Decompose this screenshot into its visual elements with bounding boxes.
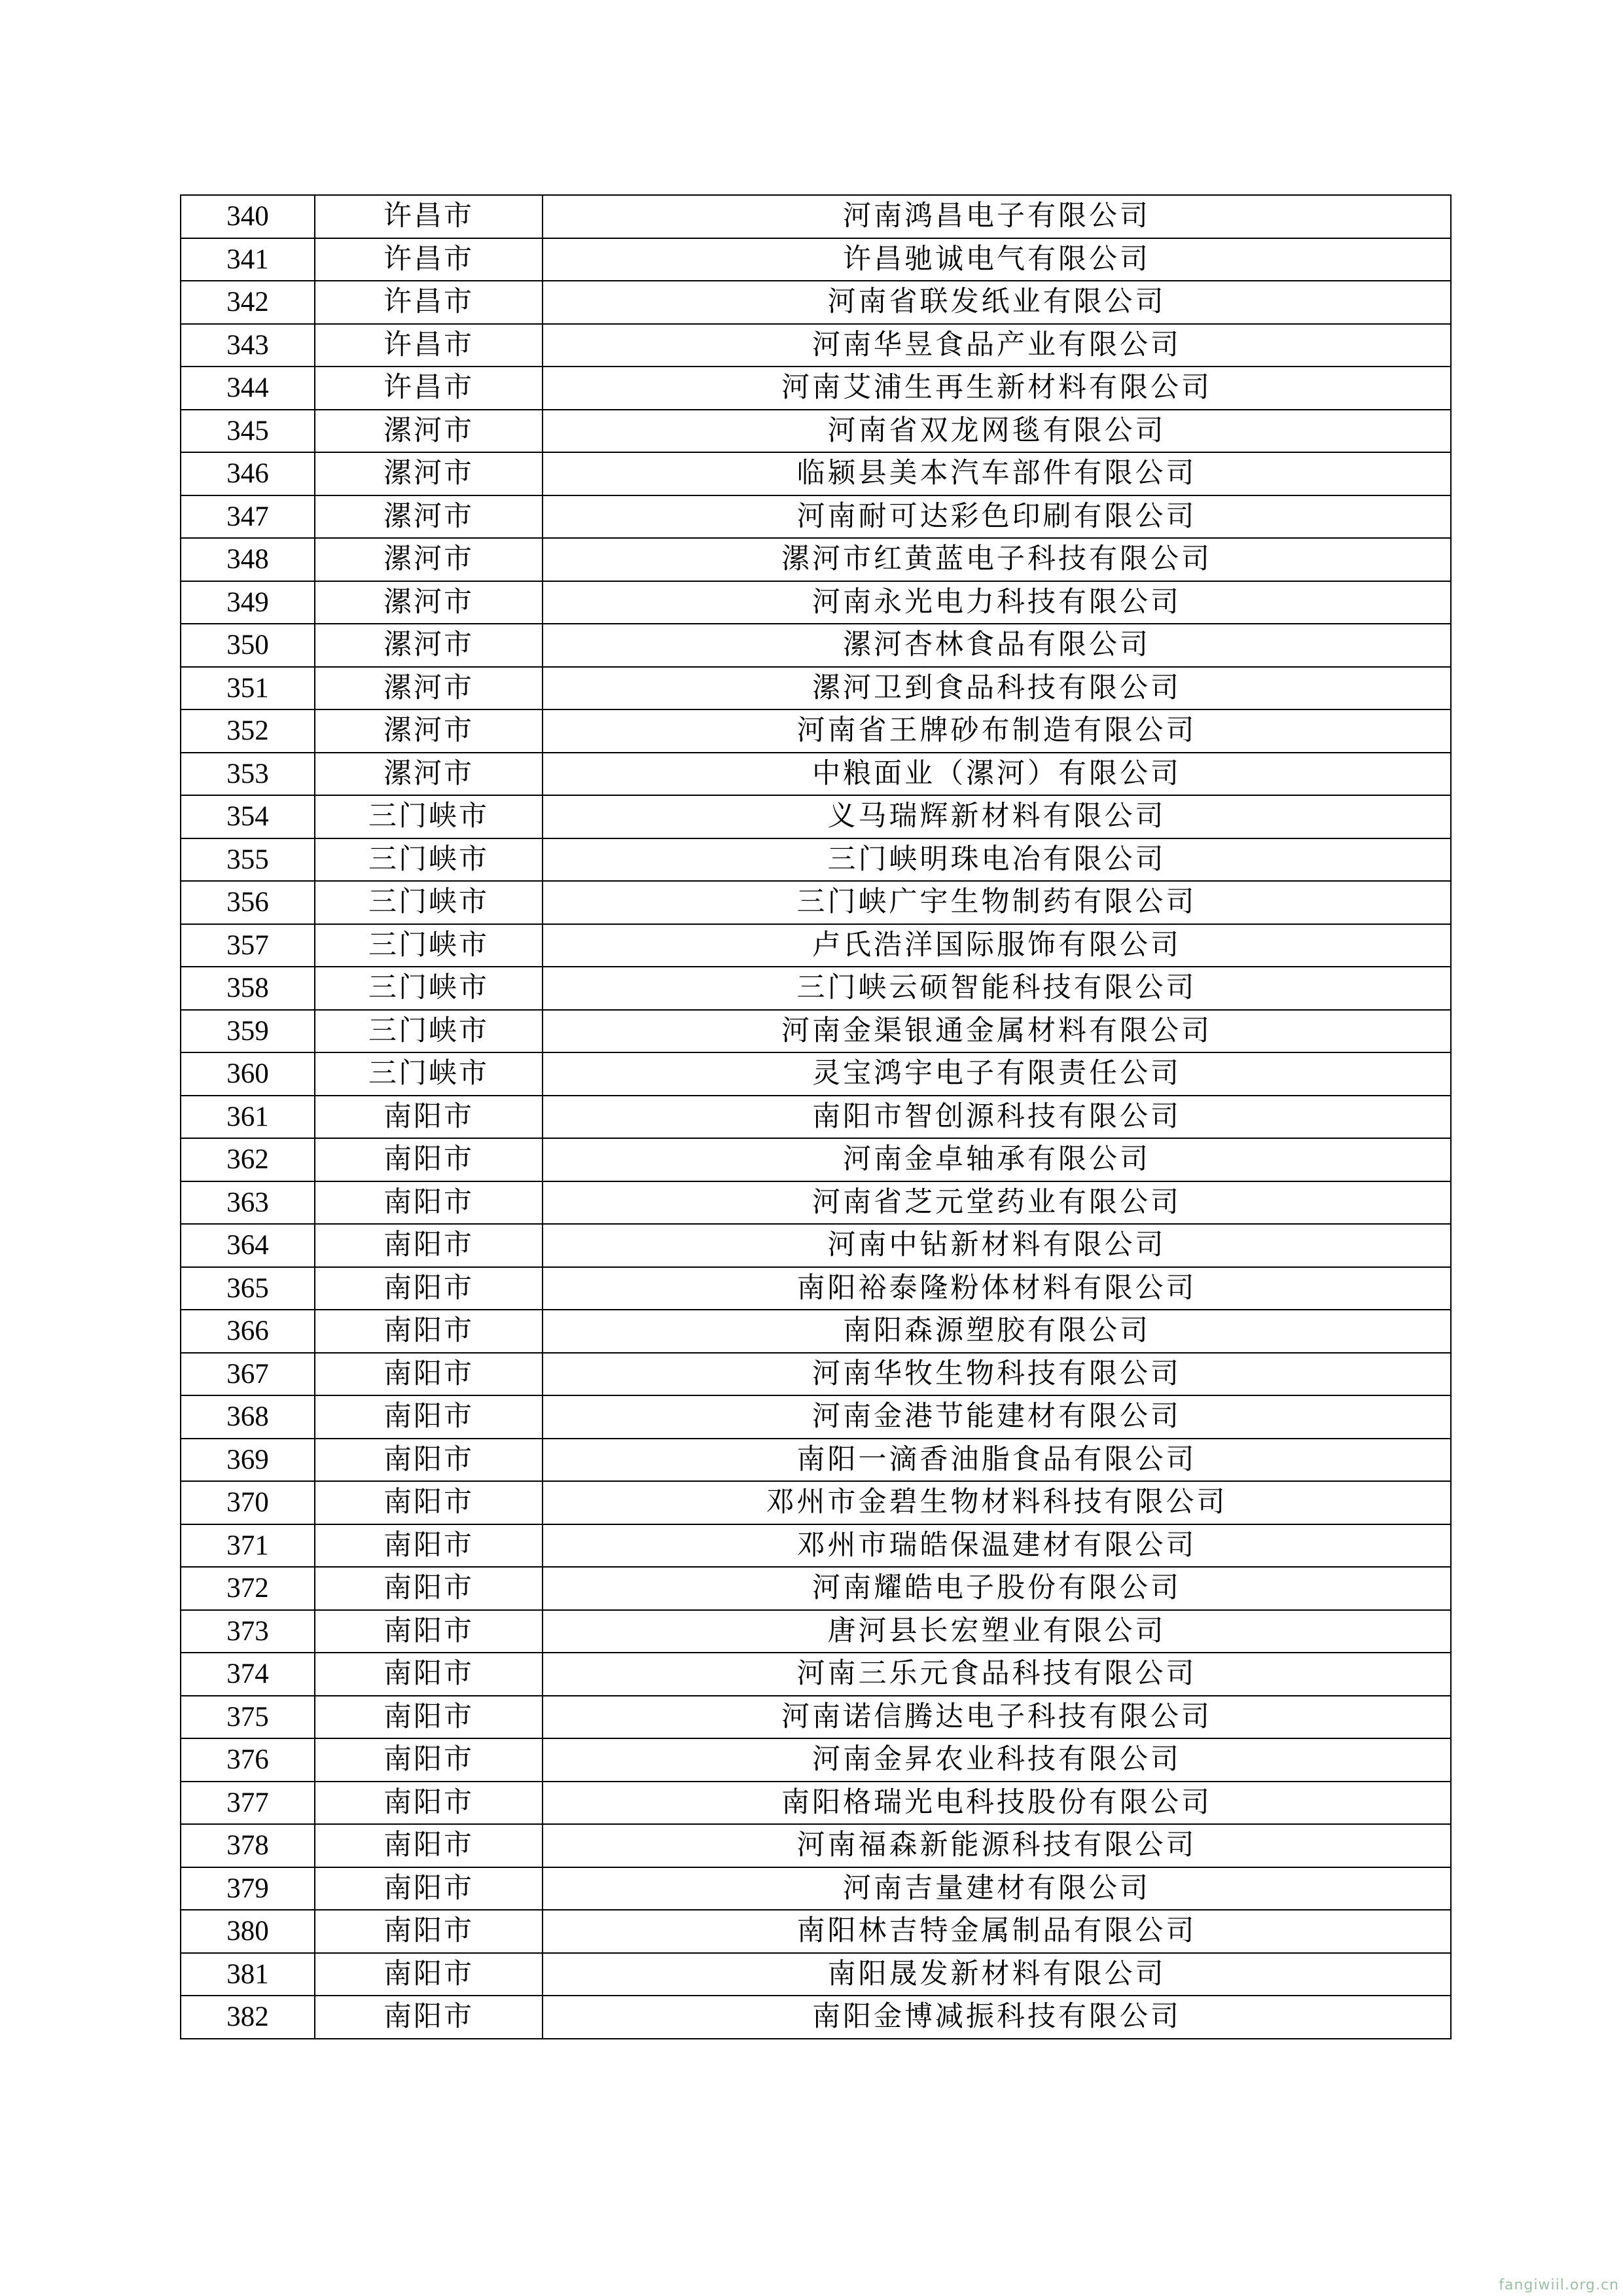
row-city: 漯河市 bbox=[315, 667, 543, 710]
table-row bbox=[181, 1953, 1451, 1996]
table-row bbox=[181, 624, 1451, 667]
row-company-name: 河南华昱食品产业有限公司 bbox=[543, 324, 1451, 367]
row-number: 358 bbox=[181, 967, 315, 1010]
row-number: 349 bbox=[181, 581, 315, 624]
table-row bbox=[181, 881, 1451, 924]
row-company-name: 中粮面业（漯河）有限公司 bbox=[543, 753, 1451, 796]
table-row bbox=[181, 1010, 1451, 1053]
row-number: 382 bbox=[181, 1996, 315, 2039]
table-body bbox=[181, 195, 1451, 2039]
row-company-name: 许昌驰诚电气有限公司 bbox=[543, 238, 1451, 281]
row-number: 355 bbox=[181, 838, 315, 882]
row-city: 三门峡市 bbox=[315, 1052, 543, 1096]
table-row bbox=[181, 581, 1451, 624]
row-number: 373 bbox=[181, 1610, 315, 1653]
table-row bbox=[181, 1310, 1451, 1353]
row-company-name: 河南艾浦生再生新材料有限公司 bbox=[543, 367, 1451, 410]
row-number: 381 bbox=[181, 1953, 315, 1996]
table-row bbox=[181, 1267, 1451, 1310]
row-company-name: 唐河县长宏塑业有限公司 bbox=[543, 1610, 1451, 1653]
row-company-name: 南阳市智创源科技有限公司 bbox=[543, 1096, 1451, 1139]
row-company-name: 邓州市金碧生物材料科技有限公司 bbox=[543, 1481, 1451, 1524]
row-number: 344 bbox=[181, 367, 315, 410]
table-row bbox=[181, 753, 1451, 796]
row-city: 南阳市 bbox=[315, 1181, 543, 1225]
row-company-name: 河南中钻新材料有限公司 bbox=[543, 1224, 1451, 1267]
row-city: 南阳市 bbox=[315, 1096, 543, 1139]
row-number: 345 bbox=[181, 410, 315, 453]
row-number: 352 bbox=[181, 709, 315, 753]
row-company-name: 南阳格瑞光电科技股份有限公司 bbox=[543, 1782, 1451, 1825]
table-row bbox=[181, 538, 1451, 581]
table-row bbox=[181, 1481, 1451, 1524]
row-number: 365 bbox=[181, 1267, 315, 1310]
row-city: 南阳市 bbox=[315, 1439, 543, 1482]
row-company-name: 漯河杏林食品有限公司 bbox=[543, 624, 1451, 667]
row-company-name: 南阳林吉特金属制品有限公司 bbox=[543, 1910, 1451, 1953]
row-number: 353 bbox=[181, 753, 315, 796]
row-city: 南阳市 bbox=[315, 1996, 543, 2039]
table-row bbox=[181, 367, 1451, 410]
row-city: 漯河市 bbox=[315, 452, 543, 495]
row-number: 374 bbox=[181, 1653, 315, 1696]
row-company-name: 南阳晟发新材料有限公司 bbox=[543, 1953, 1451, 1996]
table-row bbox=[181, 324, 1451, 367]
row-city: 漯河市 bbox=[315, 709, 543, 753]
row-number: 370 bbox=[181, 1481, 315, 1524]
table-row bbox=[181, 795, 1451, 838]
row-number: 343 bbox=[181, 324, 315, 367]
row-city: 南阳市 bbox=[315, 1610, 543, 1653]
row-city: 三门峡市 bbox=[315, 838, 543, 882]
row-number: 346 bbox=[181, 452, 315, 495]
row-company-name: 漯河卫到食品科技有限公司 bbox=[543, 667, 1451, 710]
row-number: 368 bbox=[181, 1395, 315, 1439]
row-city: 三门峡市 bbox=[315, 881, 543, 924]
row-company-name: 河南鸿昌电子有限公司 bbox=[543, 195, 1451, 238]
row-number: 377 bbox=[181, 1782, 315, 1825]
row-number: 367 bbox=[181, 1353, 315, 1396]
row-number: 354 bbox=[181, 795, 315, 838]
row-company-name: 灵宝鸿宇电子有限责任公司 bbox=[543, 1052, 1451, 1096]
row-city: 南阳市 bbox=[315, 1653, 543, 1696]
row-number: 341 bbox=[181, 238, 315, 281]
table-row bbox=[181, 1738, 1451, 1782]
row-company-name: 漯河市红黄蓝电子科技有限公司 bbox=[543, 538, 1451, 581]
row-city: 南阳市 bbox=[315, 1824, 543, 1867]
row-city: 许昌市 bbox=[315, 367, 543, 410]
table-row bbox=[181, 1353, 1451, 1396]
row-number: 379 bbox=[181, 1867, 315, 1910]
row-company-name: 河南耀皓电子股份有限公司 bbox=[543, 1567, 1451, 1610]
table-row bbox=[181, 1867, 1451, 1910]
row-city: 南阳市 bbox=[315, 1738, 543, 1782]
table-row bbox=[181, 924, 1451, 967]
row-number: 364 bbox=[181, 1224, 315, 1267]
row-company-name: 河南金渠银通金属材料有限公司 bbox=[543, 1010, 1451, 1053]
table-row bbox=[181, 1824, 1451, 1867]
row-company-name: 河南三乐元食品科技有限公司 bbox=[543, 1653, 1451, 1696]
table-row bbox=[181, 1610, 1451, 1653]
row-number: 350 bbox=[181, 624, 315, 667]
row-city: 南阳市 bbox=[315, 1696, 543, 1739]
row-city: 南阳市 bbox=[315, 1310, 543, 1353]
table-row bbox=[181, 1653, 1451, 1696]
row-city: 许昌市 bbox=[315, 238, 543, 281]
row-number: 347 bbox=[181, 495, 315, 539]
row-company-name: 南阳一滴香油脂食品有限公司 bbox=[543, 1439, 1451, 1482]
row-company-name: 河南省联发纸业有限公司 bbox=[543, 281, 1451, 324]
row-number: 369 bbox=[181, 1439, 315, 1482]
table-row bbox=[181, 709, 1451, 753]
row-city: 漯河市 bbox=[315, 624, 543, 667]
row-number: 351 bbox=[181, 667, 315, 710]
row-company-name: 河南省芝元堂药业有限公司 bbox=[543, 1181, 1451, 1225]
row-company-name: 河南诺信腾达电子科技有限公司 bbox=[543, 1696, 1451, 1739]
table-row bbox=[181, 238, 1451, 281]
row-city: 漯河市 bbox=[315, 410, 543, 453]
row-number: 380 bbox=[181, 1910, 315, 1953]
table-row bbox=[181, 1996, 1451, 2039]
row-city: 南阳市 bbox=[315, 1782, 543, 1825]
row-company-name: 河南省王牌砂布制造有限公司 bbox=[543, 709, 1451, 753]
table-row bbox=[181, 1181, 1451, 1225]
row-city: 许昌市 bbox=[315, 195, 543, 238]
table-row bbox=[181, 281, 1451, 324]
row-number: 360 bbox=[181, 1052, 315, 1096]
row-company-name: 河南省双龙网毯有限公司 bbox=[543, 410, 1451, 453]
row-city: 三门峡市 bbox=[315, 795, 543, 838]
row-city: 漯河市 bbox=[315, 581, 543, 624]
table-row bbox=[181, 452, 1451, 495]
table-row bbox=[181, 838, 1451, 882]
row-company-name: 河南吉量建材有限公司 bbox=[543, 1867, 1451, 1910]
row-number: 366 bbox=[181, 1310, 315, 1353]
table-row bbox=[181, 1395, 1451, 1439]
table-row bbox=[181, 667, 1451, 710]
table-row bbox=[181, 1524, 1451, 1568]
table-row bbox=[181, 1782, 1451, 1825]
row-company-name: 卢氏浩洋国际服饰有限公司 bbox=[543, 924, 1451, 967]
row-number: 357 bbox=[181, 924, 315, 967]
table-row bbox=[181, 1910, 1451, 1953]
row-city: 南阳市 bbox=[315, 1953, 543, 1996]
row-city: 南阳市 bbox=[315, 1910, 543, 1953]
row-city: 南阳市 bbox=[315, 1395, 543, 1439]
table-row bbox=[181, 1696, 1451, 1739]
row-company-name: 邓州市瑞皓保温建材有限公司 bbox=[543, 1524, 1451, 1568]
row-city: 三门峡市 bbox=[315, 924, 543, 967]
row-city: 漯河市 bbox=[315, 753, 543, 796]
watermark: fangiwiil.org.cn bbox=[1499, 2277, 1619, 2293]
row-company-name: 三门峡云硕智能科技有限公司 bbox=[543, 967, 1451, 1010]
row-company-name: 三门峡广宇生物制药有限公司 bbox=[543, 881, 1451, 924]
table-row bbox=[181, 1567, 1451, 1610]
row-number: 375 bbox=[181, 1696, 315, 1739]
row-company-name: 河南耐可达彩色印刷有限公司 bbox=[543, 495, 1451, 539]
row-number: 362 bbox=[181, 1138, 315, 1181]
row-city: 三门峡市 bbox=[315, 1010, 543, 1053]
table-row bbox=[181, 1096, 1451, 1139]
row-city: 许昌市 bbox=[315, 324, 543, 367]
row-city: 漯河市 bbox=[315, 538, 543, 581]
row-city: 南阳市 bbox=[315, 1138, 543, 1181]
table-row bbox=[181, 1138, 1451, 1181]
row-number: 359 bbox=[181, 1010, 315, 1053]
row-company-name: 河南金卓轴承有限公司 bbox=[543, 1138, 1451, 1181]
company-list-table bbox=[180, 194, 1452, 2039]
table-row bbox=[181, 967, 1451, 1010]
row-number: 376 bbox=[181, 1738, 315, 1782]
row-city: 南阳市 bbox=[315, 1867, 543, 1910]
row-city: 南阳市 bbox=[315, 1524, 543, 1568]
table-row bbox=[181, 495, 1451, 539]
table-row bbox=[181, 1052, 1451, 1096]
row-company-name: 南阳裕泰隆粉体材料有限公司 bbox=[543, 1267, 1451, 1310]
row-company-name: 南阳森源塑胶有限公司 bbox=[543, 1310, 1451, 1353]
row-number: 348 bbox=[181, 538, 315, 581]
row-company-name: 河南华牧生物科技有限公司 bbox=[543, 1353, 1451, 1396]
row-city: 南阳市 bbox=[315, 1353, 543, 1396]
row-city: 南阳市 bbox=[315, 1567, 543, 1610]
row-company-name: 三门峡明珠电冶有限公司 bbox=[543, 838, 1451, 882]
row-number: 356 bbox=[181, 881, 315, 924]
table-row bbox=[181, 410, 1451, 453]
row-city: 南阳市 bbox=[315, 1267, 543, 1310]
row-number: 371 bbox=[181, 1524, 315, 1568]
row-company-name: 临颍县美本汽车部件有限公司 bbox=[543, 452, 1451, 495]
row-company-name: 河南金港节能建材有限公司 bbox=[543, 1395, 1451, 1439]
row-number: 378 bbox=[181, 1824, 315, 1867]
row-number: 340 bbox=[181, 195, 315, 238]
row-city: 南阳市 bbox=[315, 1224, 543, 1267]
table-row bbox=[181, 1439, 1451, 1482]
row-city: 南阳市 bbox=[315, 1481, 543, 1524]
row-number: 361 bbox=[181, 1096, 315, 1139]
row-city: 三门峡市 bbox=[315, 967, 543, 1010]
row-company-name: 河南福森新能源科技有限公司 bbox=[543, 1824, 1451, 1867]
row-company-name: 河南金昇农业科技有限公司 bbox=[543, 1738, 1451, 1782]
row-company-name: 义马瑞辉新材料有限公司 bbox=[543, 795, 1451, 838]
row-number: 342 bbox=[181, 281, 315, 324]
row-company-name: 河南永光电力科技有限公司 bbox=[543, 581, 1451, 624]
table-row bbox=[181, 1224, 1451, 1267]
row-company-name: 南阳金博减振科技有限公司 bbox=[543, 1996, 1451, 2039]
row-city: 漯河市 bbox=[315, 495, 543, 539]
row-city: 许昌市 bbox=[315, 281, 543, 324]
row-number: 372 bbox=[181, 1567, 315, 1610]
table-row bbox=[181, 195, 1451, 238]
row-number: 363 bbox=[181, 1181, 315, 1225]
